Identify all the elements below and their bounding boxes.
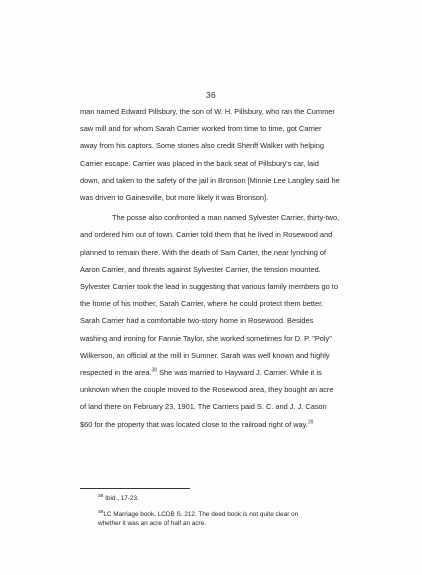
text-line: The posse also confronted a man named Sylvester Carrier, thirty-two,: [112, 213, 340, 223]
text-line: unknown when the couple moved to the Rosewood area, they bought an acre: [80, 385, 334, 395]
text-line: saw mill and for whom Sarah Carrier worked from time to time, got Carrier: [80, 124, 322, 134]
footnote-38: [80, 494, 390, 503]
text-line: [80, 416, 380, 433]
text-line: away from his captors. Some stories also credit Sheriff Walker with helping: [80, 141, 324, 151]
footnote-divider: [80, 488, 190, 489]
footnote-marker-39: 39: [307, 419, 314, 426]
text-fragment: She was married to Hayward J. Carrier. While it is: [157, 368, 322, 378]
text-line: man named Edward Pillsbury, the son of W. H. Pillsbury, who ran the Cummer: [80, 107, 335, 116]
text-line: Sarah Carrier had a comfortable two-story home in Rosewood. Besides: [80, 316, 314, 326]
text-line: down, and taken to the safety of the jail in Bronson [Minnie Lee Langley said he: [80, 175, 340, 185]
text-fragment: $60 for the property that was located close to the railroad right of way.: [80, 419, 308, 429]
footnotes: [80, 494, 390, 535]
text-line: of land there on February 23, 1901. The Carriers paid S. C. and J. J. Cason: [80, 402, 327, 412]
footnote-text-continued: whether it was an acre of half an acre.: [98, 520, 206, 527]
text-line: Sylvester Carrier took the lead in suggesting that various family members go to: [80, 282, 338, 292]
footnote-39: [80, 510, 390, 528]
text-line: Aaron Carrier, and threats against Sylvester Carrier, the tension mounted.: [80, 264, 321, 274]
footnote-marker-38: 38: [151, 367, 158, 374]
page-number: 36: [205, 90, 217, 100]
paragraph-2: [80, 209, 380, 433]
text-fragment: respected in the area.: [80, 368, 152, 378]
text-line: planned to remain there. With the death of Sam Carter, the near lynching of: [80, 247, 327, 257]
footnote-number: 39: [98, 509, 104, 515]
footnote-number: 38: [98, 493, 104, 499]
text-line: the home of his mother, Sarah Carrier, where he could protect them better.: [80, 299, 324, 309]
text-line: Wilkerson, an official at the mill in Sumner. Sarah was well known and highly: [80, 350, 330, 360]
paragraph-1: [80, 103, 380, 206]
body-text: [80, 103, 380, 433]
text-line: [80, 364, 380, 381]
footnote-text: LC Marriage book, LCDB S. 212. The deed book is not quite clear on: [103, 511, 299, 518]
text-line: Carrier escape. Carrier was placed in the back seat of Pillsbury's car, laid: [80, 158, 319, 168]
text-line: and ordered him out of town. Carrier told them that he lived in Rosewood and: [80, 230, 333, 240]
footnote-text: Ibid., 17-23.: [103, 495, 139, 502]
text-line: washing and ironing for Fannie Taylor, she worked sometimes for D. P. "Poly": [80, 333, 332, 343]
text-line: was driven to Gainesville, but more likely it was Bronson].: [80, 193, 269, 203]
